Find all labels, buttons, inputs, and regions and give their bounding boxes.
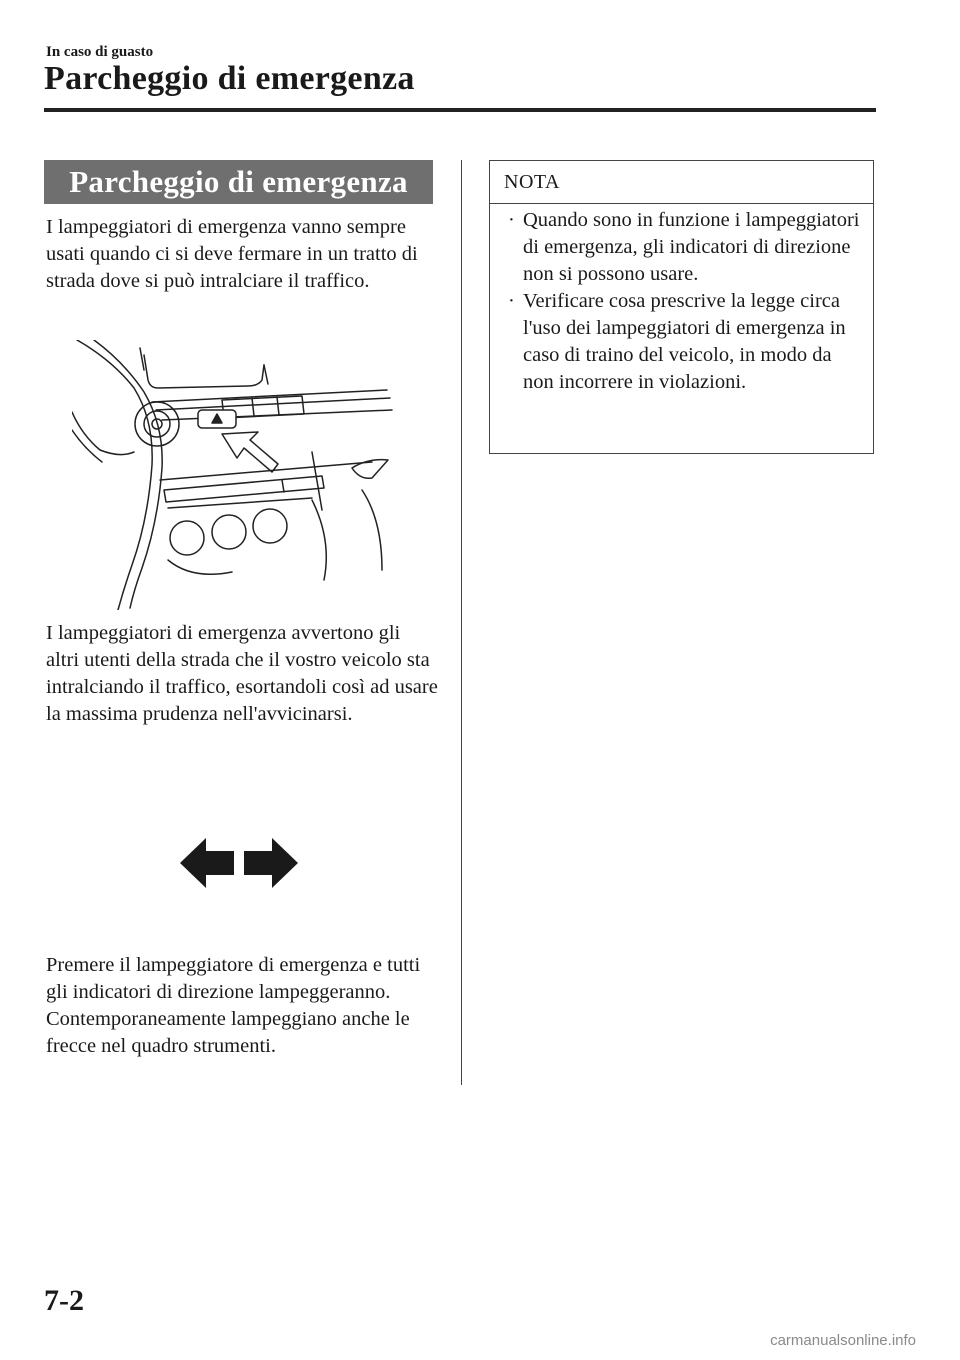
header-rule (44, 108, 876, 112)
note-list (508, 207, 861, 396)
note-item-text: Verificare cosa prescrive la legge circa l'uso dei lampeggiatori di emergenza in caso di traino del veicolo, in modo da non incorrere in violazioni. (523, 290, 846, 393)
note-item (508, 288, 861, 396)
hazard-switch-illustration (72, 340, 412, 610)
section-heading: Parcheggio di emergenza (44, 160, 433, 204)
turn-signal-arrows-icon (180, 838, 298, 888)
note-box (489, 160, 874, 454)
bullet-icon: · (508, 209, 515, 231)
warning-paragraph: I lampeggiatori di emergenza avvertono gli altri utenti della strada che il vostro veicolo sta intralciando il traffico, esortandoli così ad usare la massima prudenza nell'avvicinarsi. (46, 622, 438, 725)
intro-paragraph: I lampeggiatori di emergenza vanno sempre usati quando ci si deve fermare in un tratto di strada dove si può intralciare il traffico. (46, 216, 418, 292)
page-number: 7-2 (44, 1284, 84, 1317)
page-title: Parcheggio di emergenza (44, 60, 415, 97)
watermark: carmanualsonline.info (770, 1332, 916, 1349)
note-item (508, 207, 861, 288)
chapter-label: In caso di guasto (46, 44, 154, 60)
note-divider (490, 203, 873, 204)
column-divider (461, 160, 462, 1085)
bullet-icon: · (508, 290, 515, 312)
note-title: NOTA (504, 171, 560, 193)
note-item-text: Quando sono in funzione i lampeggiatori di emergenza, gli indicatori di direzione non si possono usare. (523, 209, 860, 285)
instruction-paragraph: Premere il lampeggiatore di emergenza e tutti gli indicatori di direzione lampeggeranno. Contemporaneamente lampeggiano anche le frecce nel quadro strumenti. (46, 954, 421, 1057)
